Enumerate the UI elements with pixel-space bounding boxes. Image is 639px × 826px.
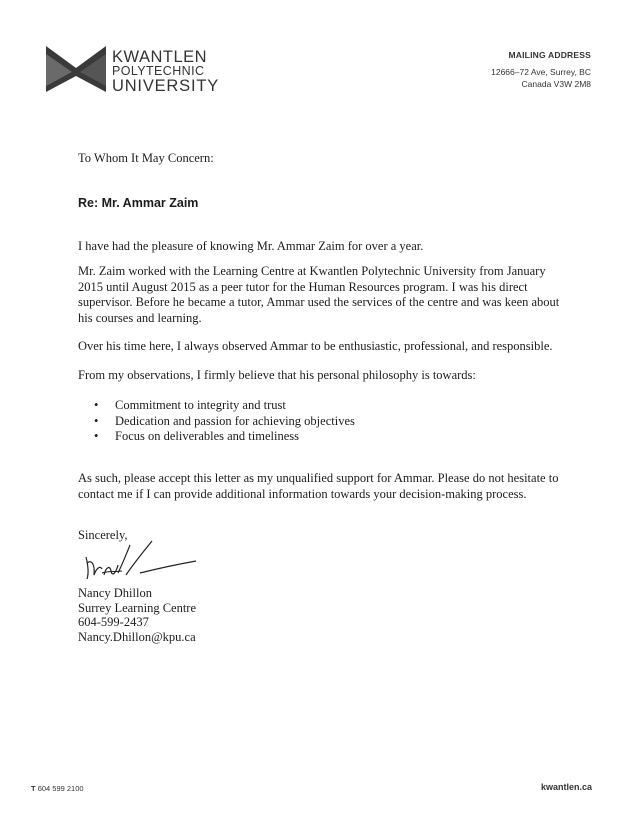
mailing-address-line2: Canada V3W 2M8 (521, 79, 591, 89)
logo-line-polytechnic: POLYTECHNIC (112, 64, 205, 78)
handwritten-signature (78, 535, 208, 585)
signer-department: Surrey Learning Centre (78, 600, 197, 615)
bullet-icon: • (94, 429, 99, 443)
mailing-address-title: MAILING ADDRESS (508, 50, 591, 60)
mailing-address (491, 50, 591, 90)
logo-line-university: UNIVERSITY (112, 77, 220, 95)
signer-name: Nancy Dhillon (78, 586, 152, 600)
philosophy-list (94, 398, 355, 445)
list-item (94, 398, 355, 414)
paragraph-employment: Mr. Zaim worked with the Learning Centre at Kwantlen Polytechnic University from January 2015 until August 2015 as a peer tutor for the Human Resources program. I was his direct supervisor. Before he became a tutor, Ammar used the services of the centre and was keen about his courses and learning. (78, 264, 560, 325)
university-logo (46, 46, 220, 96)
signer-phone: 604-599-2437 (78, 615, 149, 629)
list-item-text: Dedication and passion for achieving objectives (115, 413, 355, 428)
signer-contact-block (78, 586, 196, 644)
footer-phone-prefix: T (31, 784, 36, 793)
paragraph-observation: Over his time here, I always observed Ammar to be enthusiastic, professional, and responsible. (78, 339, 553, 353)
logo-wordmark (112, 49, 219, 94)
paragraph-philosophy: From my observations, I firmly believe that his personal philosophy is towards: (78, 368, 476, 382)
logo-line-kwantlen: KWANTLEN (112, 48, 208, 66)
list-item (94, 429, 355, 445)
list-item (94, 414, 355, 430)
closing: Sincerely, (78, 528, 128, 542)
signer-email: Nancy.Dhillon@kpu.ca (78, 629, 196, 644)
paragraph-support: As such, please accept this letter as my unqualified support for Ammar. Please do not hesitate to contact me if I can provide additional information towards your decision-making process. (78, 471, 559, 501)
subject-line: Re: Mr. Ammar Zaim (78, 196, 199, 210)
kwantlen-logo-icon (46, 46, 106, 92)
footer-phone-number: 604 599 2100 (37, 784, 84, 793)
list-item-text: Focus on deliverables and timeliness (115, 429, 299, 443)
footer-website: kwantlen.ca (540, 782, 592, 792)
paragraph-intro: I have had the pleasure of knowing Mr. Ammar Zaim for over a year. (78, 239, 424, 253)
salutation: To Whom It May Concern: (78, 151, 214, 165)
bullet-icon: • (94, 398, 99, 412)
bullet-icon: • (94, 413, 99, 428)
mailing-address-line1: 12666–72 Ave, Surrey, BC (491, 67, 591, 77)
list-item-text: Commitment to integrity and trust (115, 398, 286, 412)
footer-phone (31, 784, 84, 793)
